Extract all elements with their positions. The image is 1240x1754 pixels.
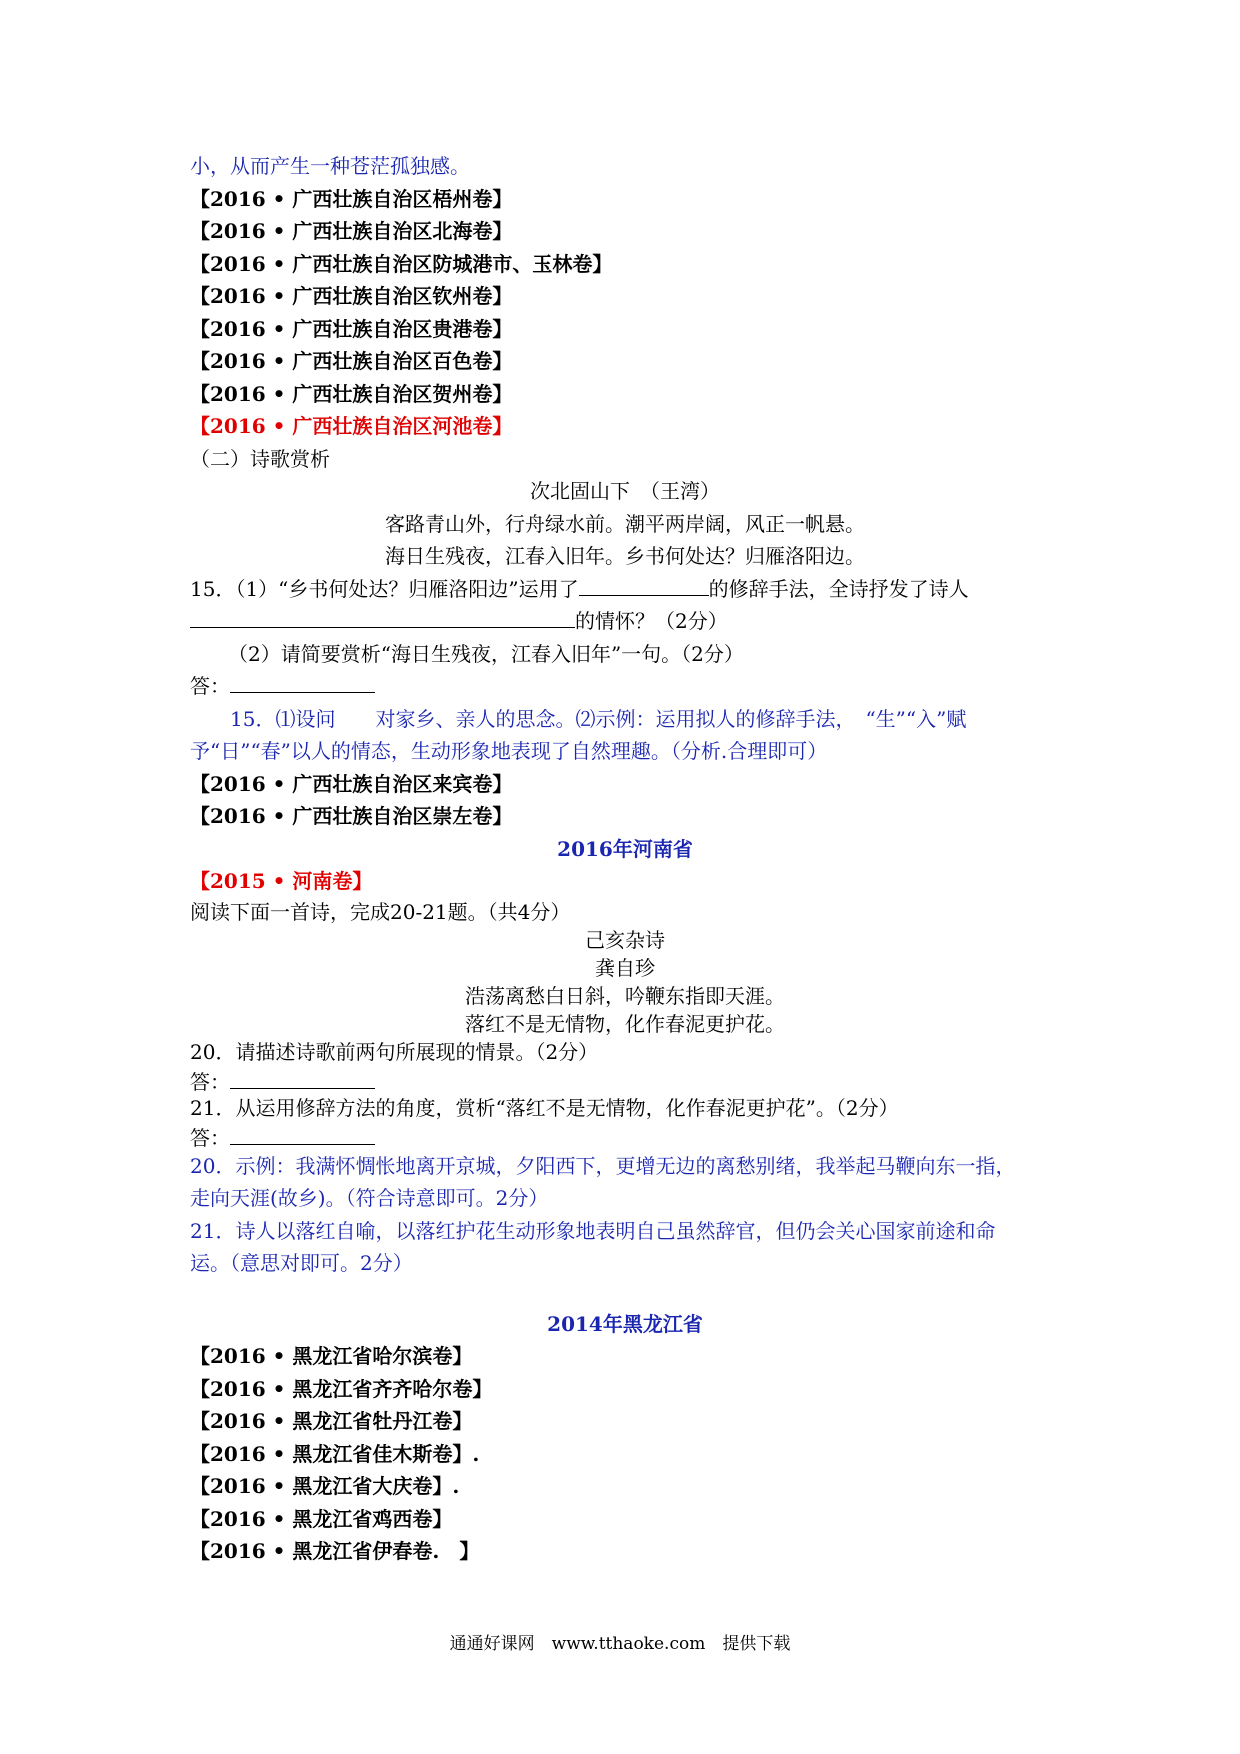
answer-blank bbox=[230, 1122, 375, 1145]
answer-row bbox=[190, 1066, 1060, 1094]
exam-heading: 【2016 • 黑龙江省哈尔滨卷】 bbox=[190, 1344, 473, 1368]
question-15-2: （2）请简要赏析“海日生残夜，江春入旧年”一句。（2分） bbox=[228, 641, 744, 666]
answer-text: 走向天涯(故乡)。（符合诗意即可。2分） bbox=[190, 1186, 549, 1210]
section-title: （二）诗歌赏析 bbox=[190, 446, 330, 471]
answer-row bbox=[190, 670, 1060, 703]
reading-instruction: 阅读下面一首诗，完成20-21题。（共4分） bbox=[190, 899, 571, 924]
province-heading: 2014年黑龙江省 bbox=[547, 1311, 703, 1336]
exam-heading: 【2016 • 广西壮族自治区钦州卷】 bbox=[190, 284, 513, 308]
exam-heading: 【2016 • 黑龙江省伊春卷. 】 bbox=[190, 1539, 480, 1563]
exam-heading: 【2016 • 广西壮族自治区贵港卷】 bbox=[190, 316, 513, 341]
exam-heading: 【2016 • 黑龙江省鸡西卷】 bbox=[190, 1506, 453, 1531]
poem-line: 浩荡离愁白日斜，吟鞭东指即天涯。 bbox=[465, 983, 785, 1008]
answer-row bbox=[190, 1122, 1060, 1150]
answer-text: 予“日”“春”以人的情态，生动形象地表现了自然理趣。（分析.合理即可） bbox=[190, 739, 828, 763]
exam-heading: 【2016 • 广西壮族自治区北海卷】 bbox=[190, 219, 513, 243]
exam-heading-highlighted: 【2016 • 广西壮族自治区河池卷】 bbox=[190, 414, 513, 438]
exam-heading: 【2016 • 广西壮族自治区来宾卷】 bbox=[190, 771, 513, 796]
question-text: 的情怀？（2分） bbox=[575, 609, 728, 633]
poem-line: 客路青山外，行舟绿水前。潮平两岸阔，风正一帆悬。 bbox=[385, 511, 865, 536]
question-text: 的修辞手法，全诗抒发了诗人 bbox=[708, 576, 969, 601]
answer-blank bbox=[579, 573, 709, 596]
exam-heading: 【2016 • 黑龙江省牡丹江卷】 bbox=[190, 1409, 473, 1433]
exam-heading: 【2016 • 广西壮族自治区防城港市、玉林卷】 bbox=[190, 251, 613, 276]
poem-author: 龚自珍 bbox=[595, 955, 655, 980]
question-15-1 bbox=[190, 573, 1060, 606]
exam-heading: 【2016 • 广西壮族自治区崇左卷】 bbox=[190, 804, 513, 828]
exam-heading-highlighted: 【2015 • 河南卷】 bbox=[190, 869, 373, 893]
answer-text: 21．诗人以落红自喻，以落红护花生动形象地表明自己虽然辞官，但仍会关心国家前途和命 bbox=[190, 1218, 996, 1243]
answer-blank bbox=[230, 1066, 375, 1089]
question-20: 20．请描述诗歌前两句所展现的情景。（2分） bbox=[190, 1039, 599, 1064]
answer-label: 答： bbox=[190, 674, 230, 698]
poem-title: 己亥杂诗 bbox=[585, 927, 665, 952]
answer-text: 运。（意思对即可。2分） bbox=[190, 1251, 413, 1275]
answer-text: 20．示例：我满怀惆怅地离开京城，夕阳西下，更增无边的离愁别绪，我举起马鞭向东一指， bbox=[190, 1153, 1016, 1178]
exam-heading: 【2016 • 广西壮族自治区百色卷】 bbox=[190, 349, 513, 373]
answer-text: 15．⑴设问 对家乡、亲人的思念。⑵示例：运用拟人的修辞手法， “生”“入”赋 bbox=[230, 706, 967, 731]
answer-text: 小，从而产生一种苍茫孤独感。 bbox=[190, 154, 470, 178]
page-footer: 通通好课网 www.tthaoke.com 提供下载 bbox=[449, 1634, 791, 1654]
question-21: 21．从运用修辞方法的角度，赏析“落红不是无情物，化作春泥更护花”。（2分） bbox=[190, 1095, 899, 1120]
answer-blank bbox=[190, 605, 575, 628]
exam-heading: 【2016 • 黑龙江省大庆卷】. bbox=[190, 1474, 460, 1498]
document-body bbox=[190, 150, 1060, 1568]
question-text: 15．（1）“乡书何处达？归雁洛阳边”运用了 bbox=[190, 576, 579, 601]
spacer bbox=[190, 1280, 1060, 1308]
exam-heading: 【2016 • 广西壮族自治区梧州卷】 bbox=[190, 186, 513, 211]
exam-heading: 【2016 • 黑龙江省佳木斯卷】. bbox=[190, 1441, 480, 1466]
poem-title: 次北固山下 （王湾） bbox=[530, 479, 720, 503]
poem-line: 海日生残夜，江春入旧年。乡书何处达？归雁洛阳边。 bbox=[385, 544, 865, 568]
answer-blank bbox=[230, 670, 375, 693]
answer-label: 答： bbox=[190, 1069, 230, 1094]
exam-heading: 【2016 • 广西壮族自治区贺州卷】 bbox=[190, 381, 513, 406]
poem-line: 落红不是无情物，化作春泥更护花。 bbox=[465, 1011, 785, 1036]
province-heading: 2016年河南省 bbox=[557, 836, 693, 861]
exam-heading: 【2016 • 黑龙江省齐齐哈尔卷】 bbox=[190, 1376, 493, 1401]
answer-label: 答： bbox=[190, 1125, 230, 1150]
question-15-1-cont bbox=[190, 605, 1060, 638]
